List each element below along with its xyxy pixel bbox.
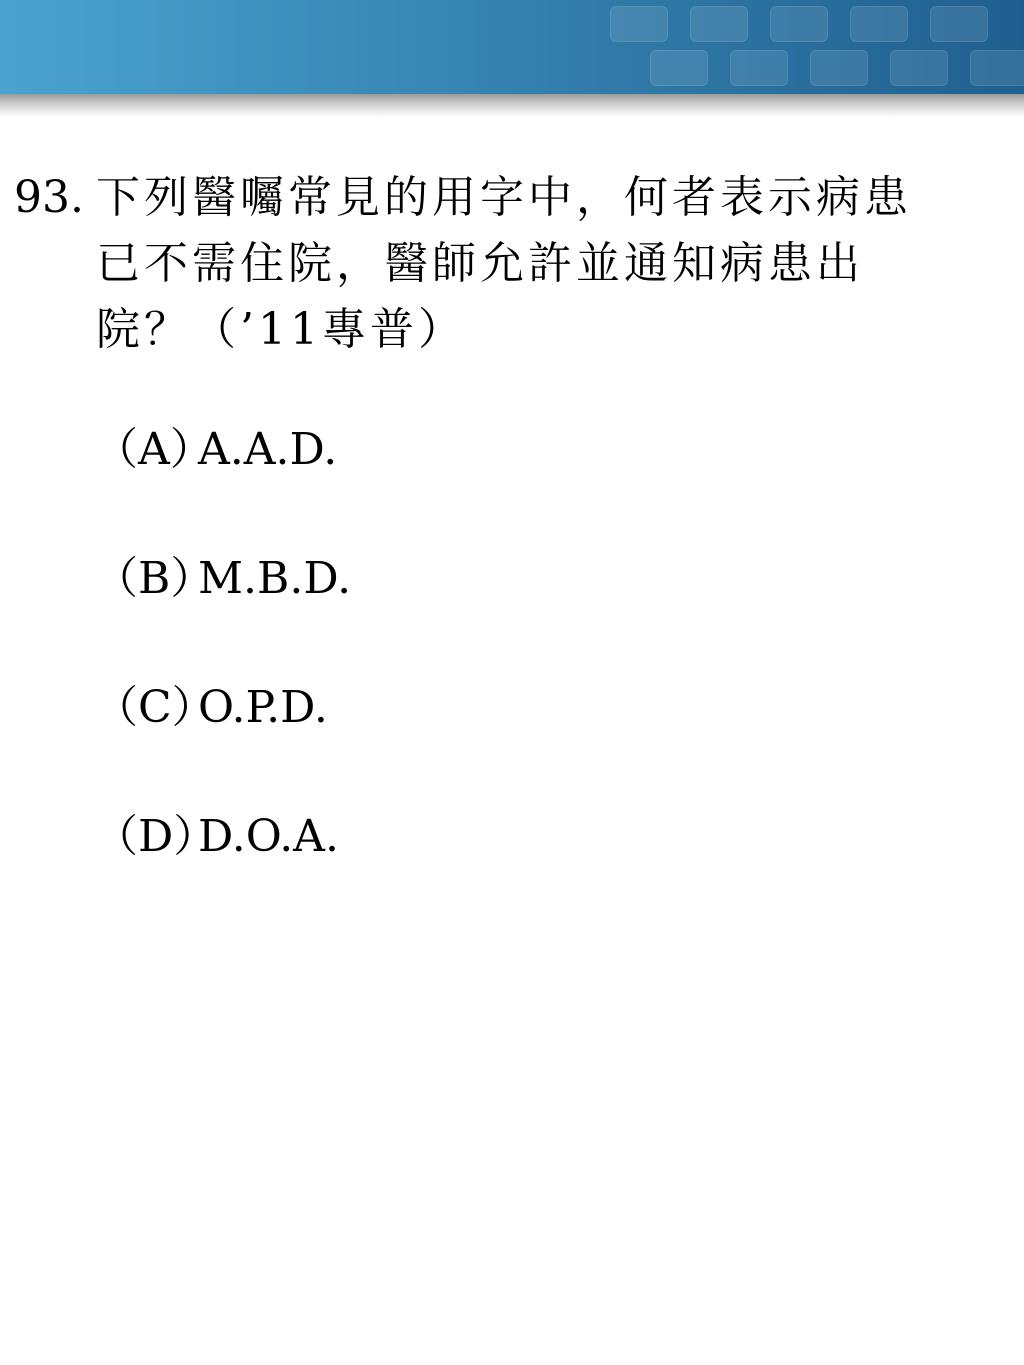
option-c[interactable] xyxy=(94,678,328,738)
banner-decoration xyxy=(850,6,908,42)
option-label: （B） xyxy=(94,553,215,604)
question-text xyxy=(96,165,996,363)
banner-decoration xyxy=(730,50,788,86)
option-b[interactable] xyxy=(94,549,351,609)
option-text: O.P.D. xyxy=(198,682,328,733)
option-text: D.O.A. xyxy=(198,811,339,862)
option-label: （C） xyxy=(94,682,216,733)
option-label: （A） xyxy=(94,424,214,475)
banner-decoration xyxy=(770,6,828,42)
option-text: A.A.D. xyxy=(198,424,338,475)
option-text: M.B.D. xyxy=(198,553,352,604)
option-d[interactable] xyxy=(94,807,339,867)
question-line: 下列醫囑常見的用字中，何者表示病患 xyxy=(96,172,912,223)
question-line: 已不需住院，醫師允許並通知病患出 xyxy=(96,238,864,289)
header-banner xyxy=(0,0,1024,94)
question-number: 93. xyxy=(14,172,84,223)
banner-decoration xyxy=(930,6,988,42)
banner-decoration xyxy=(690,6,748,42)
question-block xyxy=(14,165,1004,363)
banner-shadow xyxy=(0,94,1024,118)
banner-decoration xyxy=(970,50,1024,86)
option-label: （D） xyxy=(94,811,218,862)
option-a[interactable] xyxy=(94,420,337,480)
banner-decoration xyxy=(810,50,868,86)
question-line: 院？（’11專普） xyxy=(96,304,466,355)
banner-decoration xyxy=(890,50,948,86)
banner-decoration xyxy=(650,50,708,86)
banner-decoration xyxy=(610,6,668,42)
